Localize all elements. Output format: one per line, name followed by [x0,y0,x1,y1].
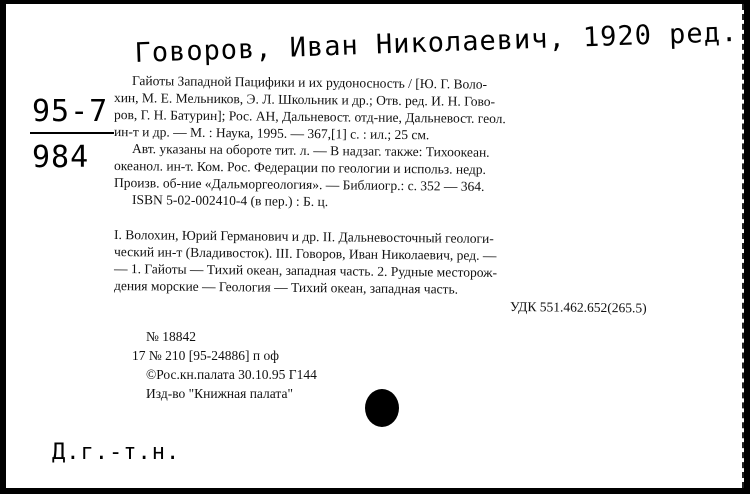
udc-code: УДК 551.462.652(265.5) [509,299,647,316]
body-line: ин-т и др. — М. : Наука, 1995. — 367,[1] с. : ил.; 25 см. [113,124,430,143]
handwritten-author: Говоров, Иван Николаевич, 1920 ред. [134,16,739,69]
body-line: — 1. Гайоты — Тихий океан, западная часть. 2. Рудные месторож- [113,261,498,281]
body-line: океанол. ин-т. Ком. Рос. Федерации по геологии и использ. недр. [113,158,487,177]
call-number-bottom: 984 [32,140,90,175]
call-number-divider [30,132,114,134]
catalog-card [6,4,744,488]
body-line: хин, М. Е. Мельников, Э. Л. Школьник и др.; Отв. ред. И. Н. Гово- [113,90,496,109]
body-line: ров, Г. Н. Батурин]; Рос. АН, Дальневост. отд-ние, Дальневост. геол. [113,107,506,127]
body-line: Произв. об-ние «Дальморгеология». — Библиогр.: с. 352 — 364. [113,175,485,194]
body-line: дения морские — Геология — Тихий океан, западная часть. [113,278,459,297]
body-line: Авт. указаны на обороте тит. л. — В надзаг. также: Тихоокеан. [131,141,490,160]
handwritten-note: Д.г.-т.н. [52,440,181,465]
footer-line: 17 № 210 [95-24886] п оф [132,348,279,363]
body-line: I. Волохин, Юрий Германович и др. II. Дальневосточный геологи- [113,227,494,246]
footer-line: ©Рос.кн.палата 30.10.95 Г144 [146,367,317,382]
footer-line: Изд-во "Книжная палата" [146,386,293,401]
body-line: ISBN 5-02-002410-4 (в пер.) : Б. ц. [131,192,329,210]
footer-line: № 18842 [146,329,197,344]
body-line: ческий ин-т (Владивосток). III. Говоров, Иван Николаевич, ред. — [113,244,497,264]
body-line: Гайоты Западной Пацифики и их рудоносность / [Ю. Г. Воло- [131,73,488,92]
call-number-top: 95-7 [32,94,109,129]
card-edge [742,4,744,488]
punch-hole [365,389,399,427]
